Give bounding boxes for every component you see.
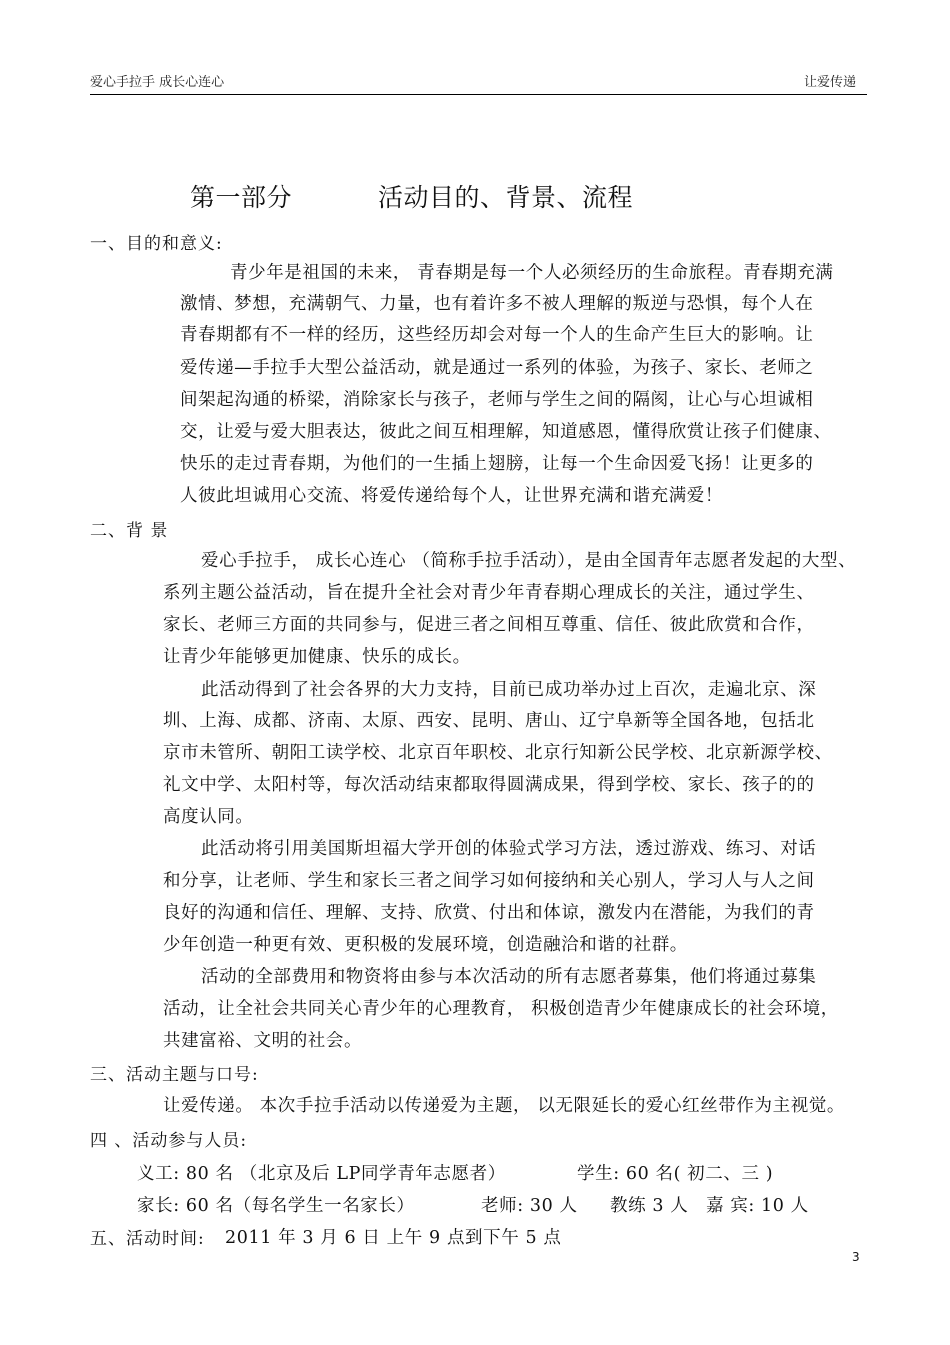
section2-line: 礼文中学、太阳村等，每次活动结束都取得圆满成果，得到学校、家长、孩子的的 — [163, 775, 815, 795]
section2-line: 此活动将引用美国斯坦福大学开创的体验式学习方法，透过游戏、练习、对话 — [201, 839, 817, 859]
section1-line: 爱传递—手拉手大型公益活动，就是通过一系列的体验，为孩子、家长、老师之 — [180, 358, 814, 378]
participants-guests: 嘉 宾: 10 人 — [706, 1196, 809, 1216]
section1-line: 青春期都有不一样的经历，这些经历却会对每一个人的生命产生巨大的影响。让 — [180, 325, 814, 345]
section1-line: 快乐的走过青春期，为他们的一生插上翅膀，让每一个生命因爱飞扬！让更多的 — [180, 454, 814, 474]
section2-line: 此活动得到了社会各界的大力支持，目前已成功举办过上百次，走遍北京、深 — [201, 680, 817, 700]
section3-line: 让爱传递。 本次手拉手活动以传递爱为主题， 以无限延长的爱心红丝带作为主视觉。 — [163, 1096, 846, 1116]
section2-line: 良好的沟通和信任、理解、支持、欣赏、付出和体谅，激发内在潜能，为我们的青 — [163, 903, 815, 923]
section4-heading: 四 、活动参与人员: — [90, 1131, 248, 1151]
section1-line: 青少年是祖国的未来， 青春期是每一个人必须经历的生命旅程。青春期充满 — [230, 263, 834, 283]
section2-line: 活动的全部费用和物资将由参与本次活动的所有志愿者募集，他们将通过募集 — [201, 967, 817, 987]
header-left: 爱心手拉手 成长心连心 — [90, 75, 225, 90]
section1-line: 间架起沟通的桥梁，消除家长与孩子，老师与学生之间的隔阂，让心与心坦诚相 — [180, 390, 814, 410]
header-right: 让爱传递 — [804, 75, 857, 90]
section5-heading: 五、活动时间: — [90, 1229, 205, 1249]
section2-line: 让青少年能够更加健康、快乐的成长。 — [163, 647, 471, 667]
participants-volunteers: 义工: 80 名 （北京及后 LP同学青年志愿者） — [137, 1164, 506, 1184]
section2-line: 少年创造一种更有效、更积极的发展环境，创造融洽和谐的社群。 — [163, 935, 688, 955]
participants-parents: 家长: 60 名（每名学生一名家长） — [137, 1196, 415, 1216]
section1-heading: 一、目的和意义: — [90, 234, 223, 254]
participants-coaches: 教练 3 人 — [610, 1196, 689, 1216]
section2-line: 家长、老师三方面的共同参与，促进三者之间相互尊重、信任、彼此欣赏和合作， — [163, 615, 815, 635]
event-time: 2011 年 3 月 6 日 上午 9 点到下午 5 点 — [225, 1228, 562, 1248]
title-part: 第一部分 — [190, 183, 293, 212]
section2-line: 爱心手拉手， 成长心连心 （简称手拉手活动），是由全国青年志愿者发起的大型、 — [201, 551, 857, 571]
section2-line: 高度认同。 — [163, 807, 254, 827]
section3-heading: 三、活动主题与口号: — [90, 1065, 259, 1085]
section1-line: 交，让爱与爱大胆表达，彼此之间互相理解，知道感恩，懂得欣赏让孩子们健康、 — [180, 422, 832, 442]
section2-line: 系列主题公益活动，旨在提升全社会对青少年青春期心理成长的关注，通过学生、 — [163, 583, 815, 603]
section2-line: 圳、上海、成都、济南、太原、西安、昆明、唐山、辽宁阜新等全国各地，包括北 — [163, 711, 815, 731]
header-rule — [90, 94, 867, 95]
page-number: 3 — [852, 1250, 860, 1264]
section2-line: 活动，让全社会共同关心青少年的心理教育， 积极创造青少年健康成长的社会环境， — [163, 999, 839, 1019]
title-text: 活动目的、背景、流程 — [378, 183, 634, 212]
section2-line: 京市未管所、朝阳工读学校、北京百年职校、北京行知新公民学校、北京新源学校、 — [163, 743, 833, 763]
section2-line: 共建富裕、文明的社会。 — [163, 1031, 363, 1051]
participants-teachers: 老师: 30 人 — [481, 1196, 578, 1216]
section2-line: 和分享，让老师、学生和家长三者之间学习如何接纳和关心别人，学习人与人之间 — [163, 871, 815, 891]
section1-line: 激情、梦想，充满朝气、力量，也有着许多不被人理解的叛逆与恐惧，每个人在 — [180, 294, 814, 314]
section2-heading: 二、背 景 — [90, 521, 169, 541]
section1-line: 人彼此坦诚用心交流、将爱传递给每个人，让世界充满和谐充满爱！ — [180, 486, 723, 506]
participants-students: 学生: 60 名( 初二、三 ) — [577, 1164, 774, 1184]
